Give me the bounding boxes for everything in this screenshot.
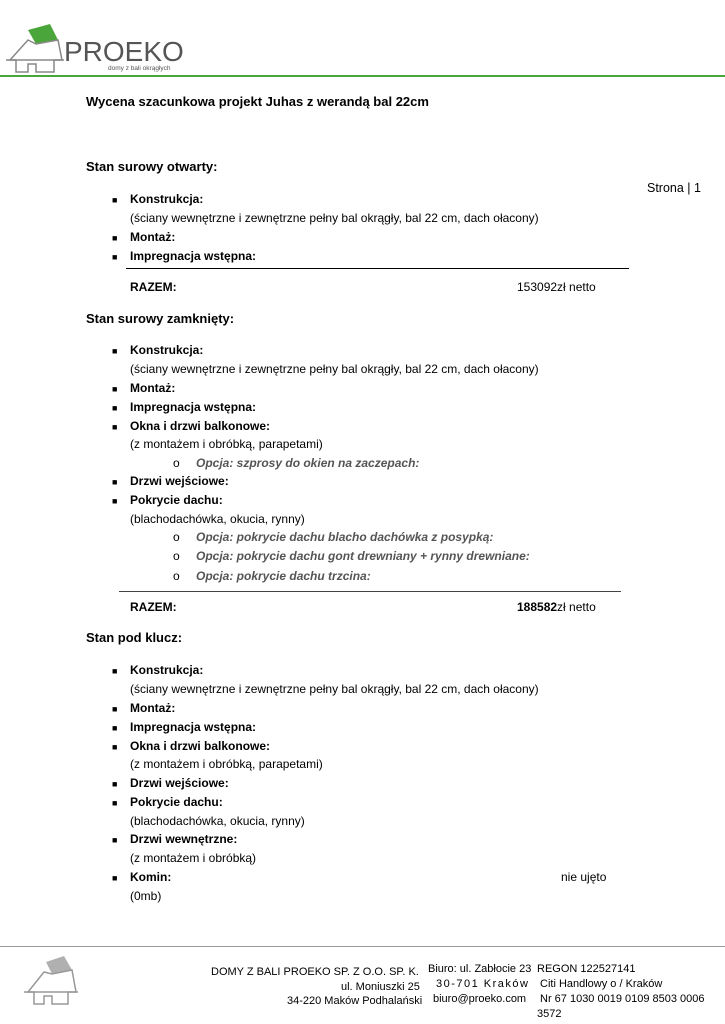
bullet-icon: ■ bbox=[112, 666, 118, 676]
list-item-desc: (blachodachówka, okucia, rynny) bbox=[130, 512, 305, 526]
footer-account-cont: 3572 bbox=[537, 1008, 562, 1020]
section-heading: Stan surowy zamknięty: bbox=[86, 311, 235, 326]
list-item-label: Komin: bbox=[130, 870, 172, 884]
option-circle-icon: o bbox=[173, 456, 180, 470]
total-label: RAZEM: bbox=[130, 280, 177, 294]
list-item-label: Drzwi wewnętrzne: bbox=[130, 832, 238, 846]
footer-divider bbox=[0, 946, 725, 947]
list-item-label: Montaż: bbox=[130, 230, 176, 244]
list-item-desc: (z montażem i obróbką) bbox=[130, 851, 257, 865]
footer-account: Nr 67 1030 0019 0109 8503 0006 bbox=[540, 993, 705, 1005]
option-text: Opcja: pokrycie dachu blacho dachówka z posypką: bbox=[196, 530, 494, 544]
bullet-icon: ■ bbox=[112, 704, 118, 714]
bullet-icon: ■ bbox=[112, 873, 118, 883]
list-item-label: Impregnacja wstępna: bbox=[130, 400, 257, 414]
footer-email: biuro@proeko.com bbox=[433, 993, 527, 1005]
bullet-icon: ■ bbox=[112, 779, 118, 789]
logo-tagline: domy z bali okrągłych bbox=[108, 65, 171, 72]
footer-company: DOMY Z BALI PROEKO SP. Z O.O. SP. K. bbox=[211, 966, 419, 978]
bullet-icon: ■ bbox=[112, 798, 118, 808]
list-item-label: Impregnacja wstępna: bbox=[130, 720, 257, 734]
list-item-label: Pokrycie dachu: bbox=[130, 795, 223, 809]
bullet-icon: ■ bbox=[112, 346, 118, 356]
bullet-icon: ■ bbox=[112, 233, 118, 243]
list-item-label: Okna i drzwi balkonowe: bbox=[130, 739, 271, 753]
option-text: Opcja: szprosy do okien na zaczepach: bbox=[196, 456, 420, 470]
section-heading: Stan pod klucz: bbox=[86, 630, 183, 645]
total-number: 188582 bbox=[517, 600, 558, 614]
footer-house-logo-icon bbox=[24, 954, 80, 1006]
option-circle-icon: o bbox=[173, 569, 180, 583]
bullet-icon: ■ bbox=[112, 403, 118, 413]
total-rule bbox=[119, 591, 621, 592]
bullet-icon: ■ bbox=[112, 252, 118, 262]
footer-bank: Citi Handlowy o / Kraków bbox=[540, 978, 663, 990]
total-value bbox=[517, 600, 596, 614]
footer-office: Biuro: ul. Zabłocie 23 bbox=[428, 963, 532, 975]
bullet-icon: ■ bbox=[112, 477, 118, 487]
total-suffix: zł netto bbox=[557, 600, 596, 614]
bullet-icon: ■ bbox=[112, 835, 118, 845]
list-item-label: Montaż: bbox=[130, 701, 176, 715]
bullet-icon: ■ bbox=[112, 723, 118, 733]
list-item-desc: (blachodachówka, okucia, rynny) bbox=[130, 814, 305, 828]
list-item-label: Konstrukcja: bbox=[130, 663, 204, 677]
list-item-label: Konstrukcja: bbox=[130, 192, 204, 206]
page-number: Strona | 1 bbox=[647, 181, 701, 195]
bullet-icon: ■ bbox=[112, 422, 118, 432]
option-text: Opcja: pokrycie dachu trzcina: bbox=[196, 569, 371, 583]
list-item-desc: (0mb) bbox=[130, 889, 162, 903]
list-item-label: Konstrukcja: bbox=[130, 343, 204, 357]
footer-office-city: 30-701 Kraków bbox=[436, 978, 530, 990]
option-text: Opcja: pokrycie dachu gont drewniany + rynny drewniane: bbox=[196, 549, 530, 563]
document-title: Wycena szacunkowa projekt Juhas z werandą bal 22cm bbox=[86, 94, 429, 109]
footer-regon: REGON 122527141 bbox=[537, 963, 636, 975]
total-value: 153092zł netto bbox=[517, 280, 596, 294]
list-item-desc: (ściany wewnętrzne i zewnętrzne pełny bal okrągły, bal 22 cm, dach ołacony) bbox=[130, 211, 539, 225]
list-item-desc: (ściany wewnętrzne i zewnętrzne pełny bal okrągły, bal 22 cm, dach ołacony) bbox=[130, 362, 539, 376]
logo-text: PROEKO bbox=[64, 36, 184, 67]
bullet-icon: ■ bbox=[112, 195, 118, 205]
list-item-value: nie ujęto bbox=[561, 870, 607, 884]
header-divider bbox=[0, 75, 725, 77]
bullet-icon: ■ bbox=[112, 384, 118, 394]
list-item-label: Okna i drzwi balkonowe: bbox=[130, 419, 271, 433]
house-logo-icon bbox=[6, 22, 66, 74]
option-circle-icon: o bbox=[173, 530, 180, 544]
bullet-icon: ■ bbox=[112, 496, 118, 506]
list-item-label: Impregnacja wstępna: bbox=[130, 249, 257, 263]
list-item-desc: (z montażem i obróbką, parapetami) bbox=[130, 757, 323, 771]
section-heading: Stan surowy otwarty: bbox=[86, 159, 218, 174]
footer-street: ul. Moniuszki 25 bbox=[341, 981, 420, 993]
list-item-desc: (z montażem i obróbką, parapetami) bbox=[130, 437, 323, 451]
list-item-label: Drzwi wejściowe: bbox=[130, 474, 229, 488]
list-item-desc: (ściany wewnętrzne i zewnętrzne pełny bal okrągły, bal 22 cm, dach ołacony) bbox=[130, 682, 539, 696]
company-logo bbox=[6, 22, 184, 76]
list-item-label: Pokrycie dachu: bbox=[130, 493, 223, 507]
list-item-label: Drzwi wejściowe: bbox=[130, 776, 229, 790]
list-item-label: Montaż: bbox=[130, 381, 176, 395]
total-label: RAZEM: bbox=[130, 600, 177, 614]
footer-city: 34-220 Maków Podhalański bbox=[287, 995, 423, 1007]
option-circle-icon: o bbox=[173, 549, 180, 563]
bullet-icon: ■ bbox=[112, 742, 118, 752]
total-rule bbox=[126, 268, 629, 269]
